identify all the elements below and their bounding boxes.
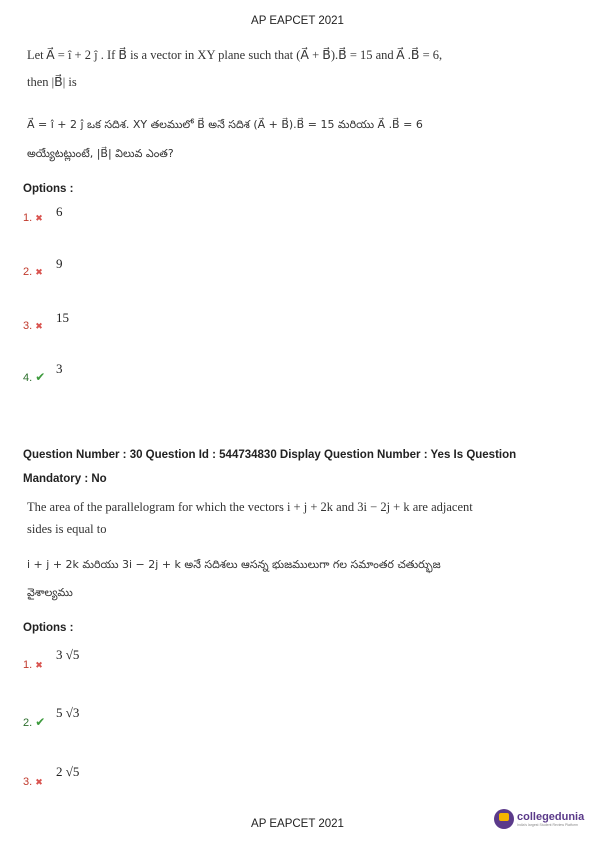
- question-30-telugu-line-2: వైశాల్యము: [27, 586, 73, 599]
- option-number: 3.: [23, 320, 33, 332]
- page-header: AP EAPCET 2021: [251, 15, 344, 27]
- question-30-option-1-value: 3 √5: [56, 647, 80, 662]
- question-29-option-4: [23, 368, 45, 386]
- question-29-options-label: Options :: [23, 183, 74, 195]
- question-29-option-3-value: 15: [56, 310, 69, 325]
- question-30-option-2: [23, 713, 45, 731]
- question-29-english-line-1: Let A⃗ = î + 2 ĵ . If B⃗ is a vector in XY plane such that (A⃗ + B⃗).B⃗ = 15 and A⃗ .B⃗ = 6,: [27, 48, 443, 62]
- option-number: 1.: [23, 659, 33, 671]
- question-30-english-line-2: sides is equal to: [27, 522, 107, 536]
- question-29-telugu-line-2: అయ్యేటట్లుంటే, |B⃗| విలువ ఎంత?: [27, 147, 174, 160]
- question-30-options-label: Options :: [23, 622, 74, 634]
- wrong-mark-icon: ✖: [35, 213, 43, 223]
- page-footer: AP EAPCET 2021: [251, 818, 344, 830]
- logo-name: collegedunia: [517, 811, 585, 823]
- correct-check-icon: ✔: [35, 715, 46, 729]
- wrong-mark-icon: ✖: [35, 267, 43, 277]
- question-30-option-3-value: 2 √5: [56, 764, 80, 779]
- option-number: 3.: [23, 776, 33, 788]
- question-30-option-3: [23, 772, 43, 790]
- question-30-telugu-line-1: i + j + 2k మరియు 3i − 2j + k అనే సదిశలు ఆసన్న భుజములుగా గల సమాంతర చతుర్భుజ: [27, 558, 441, 571]
- question-30-option-2-value: 5 √3: [56, 705, 80, 720]
- correct-check-icon: ✔: [35, 370, 46, 384]
- question-29-option-4-value: 3: [56, 361, 63, 376]
- question-29-option-2: [23, 262, 43, 280]
- option-number: 4.: [23, 372, 33, 384]
- question-29-option-1-value: 6: [56, 204, 63, 219]
- question-30-english-line-1: The area of the parallelogram for which the vectors i + j + 2k and 3i − 2j + k are adjacent: [27, 500, 473, 514]
- question-30-meta-line-2: Mandatory : No: [23, 473, 107, 485]
- question-29-english-line-2: then |B⃗| is: [27, 75, 77, 89]
- question-29-telugu-line-1: A⃗ = î + 2 ĵ ఒక సదిశ. XY తలములో B⃗ అనే సదిశ (A⃗ + B⃗).B⃗ = 15 మరియు A⃗ .B⃗ = 6: [27, 118, 423, 131]
- option-number: 2.: [23, 266, 33, 278]
- wrong-mark-icon: ✖: [35, 321, 43, 331]
- wrong-mark-icon: ✖: [35, 777, 43, 787]
- question-29-option-2-value: 9: [56, 256, 63, 271]
- question-30-option-1: [23, 655, 43, 673]
- logo-mascot-icon: [494, 809, 514, 829]
- wrong-mark-icon: ✖: [35, 660, 43, 670]
- collegedunia-logo: [494, 809, 584, 829]
- question-29-option-3: [23, 316, 43, 334]
- logo-tagline: India's largest Student Review Platform: [517, 823, 578, 827]
- option-number: 1.: [23, 212, 33, 224]
- option-number: 2.: [23, 717, 33, 729]
- question-29-option-1: [23, 208, 43, 226]
- question-30-meta-line-1: Question Number : 30 Question Id : 544734830 Display Question Number : Yes Is Question: [23, 449, 517, 461]
